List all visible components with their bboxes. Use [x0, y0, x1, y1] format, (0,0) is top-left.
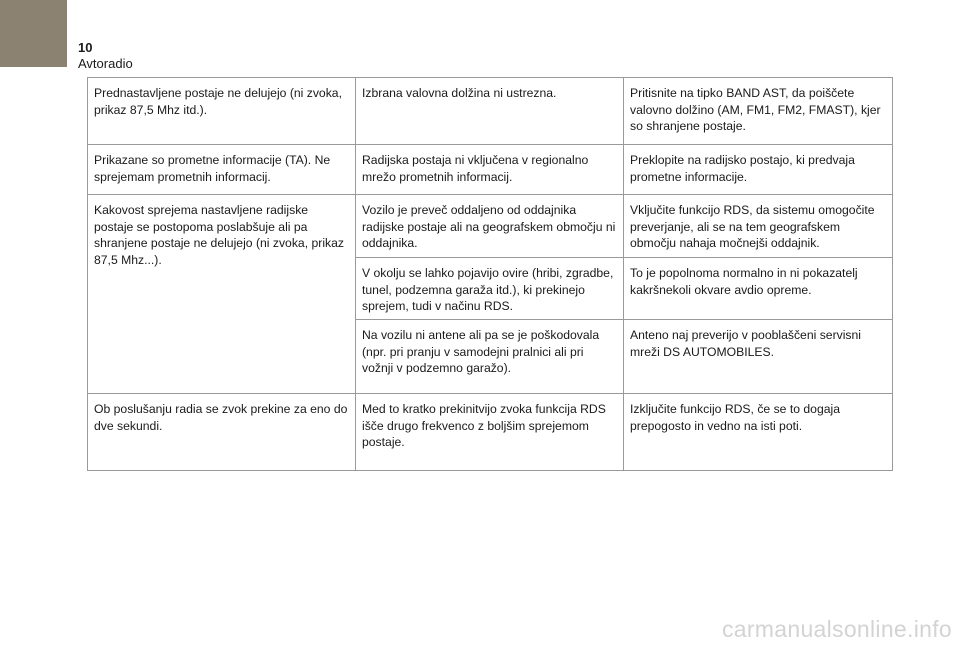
section-title: Avtoradio — [78, 56, 133, 71]
page-number: 10 — [78, 40, 93, 55]
cause-cell: Med to kratko prekinitvijo zvoka funkcija RDS išče drugo frekvenco z boljšim sprejemom postaje. — [356, 394, 624, 471]
table-row — [88, 78, 893, 145]
table-row — [88, 394, 893, 471]
symptom-cell: Prednastavljene postaje ne delujejo (ni zvoka, prikaz 87,5 Mhz itd.). — [88, 78, 356, 145]
symptom-cell: Ob poslušanju radia se zvok prekine za eno do dve sekundi. — [88, 394, 356, 471]
symptom-cell: Prikazane so prometne informacije (TA). Ne sprejemam prometnih informacij. — [88, 145, 356, 195]
symptom-cell: Kakovost sprejema nastavljene radijske postaje se postopoma poslabšuje ali pa shranjene postaje ne delujejo (ni zvoka, prikaz 87,5 Mhz...). — [88, 195, 356, 394]
cause-cell: V okolju se lahko pojavijo ovire (hribi, zgradbe, tunel, podzemna garaža itd.), ki prekinejo sprejem, tudi v načinu RDS. — [356, 258, 624, 320]
cause-cell: Na vozilu ni antene ali pa se je poškodovala (npr. pri pranju v samodejni pralnici ali pri vožnji v podzemno garažo). — [356, 320, 624, 394]
table-row — [88, 145, 893, 195]
solution-cell: Preklopite na radijsko postajo, ki predvaja prometne informacije. — [624, 145, 893, 195]
cause-cell: Radijska postaja ni vključena v regionalno mrežo prometnih informacij. — [356, 145, 624, 195]
troubleshooting-table — [87, 77, 893, 471]
cause-cell: Izbrana valovna dolžina ni ustrezna. — [356, 78, 624, 145]
watermark: carmanualsonline.info — [721, 616, 952, 642]
cause-cell: Vozilo je preveč oddaljeno od oddajnika radijske postaje ali na geografskem območju ni oddajnika. — [356, 195, 624, 258]
solution-cell: Izključite funkcijo RDS, če se to dogaja prepogosto in vedno na isti poti. — [624, 394, 893, 471]
solution-cell: Vključite funkcijo RDS, da sistemu omogočite preverjanje, ali se na tem geografskem območju nahaja močnejši oddajnik. — [624, 195, 893, 258]
table-row — [88, 195, 893, 258]
solution-cell: To je popolnoma normalno in ni pokazatelj kakršnekoli okvare avdio opreme. — [624, 258, 893, 320]
chapter-color-tab — [0, 0, 67, 67]
solution-cell: Anteno naj preverijo v pooblaščeni servisni mreži DS AUTOMOBILES. — [624, 320, 893, 394]
solution-cell: Pritisnite na tipko BAND AST, da poiščete valovno dolžino (AM, FM1, FM2, FMAST), kjer so shranjene postaje. — [624, 78, 893, 145]
